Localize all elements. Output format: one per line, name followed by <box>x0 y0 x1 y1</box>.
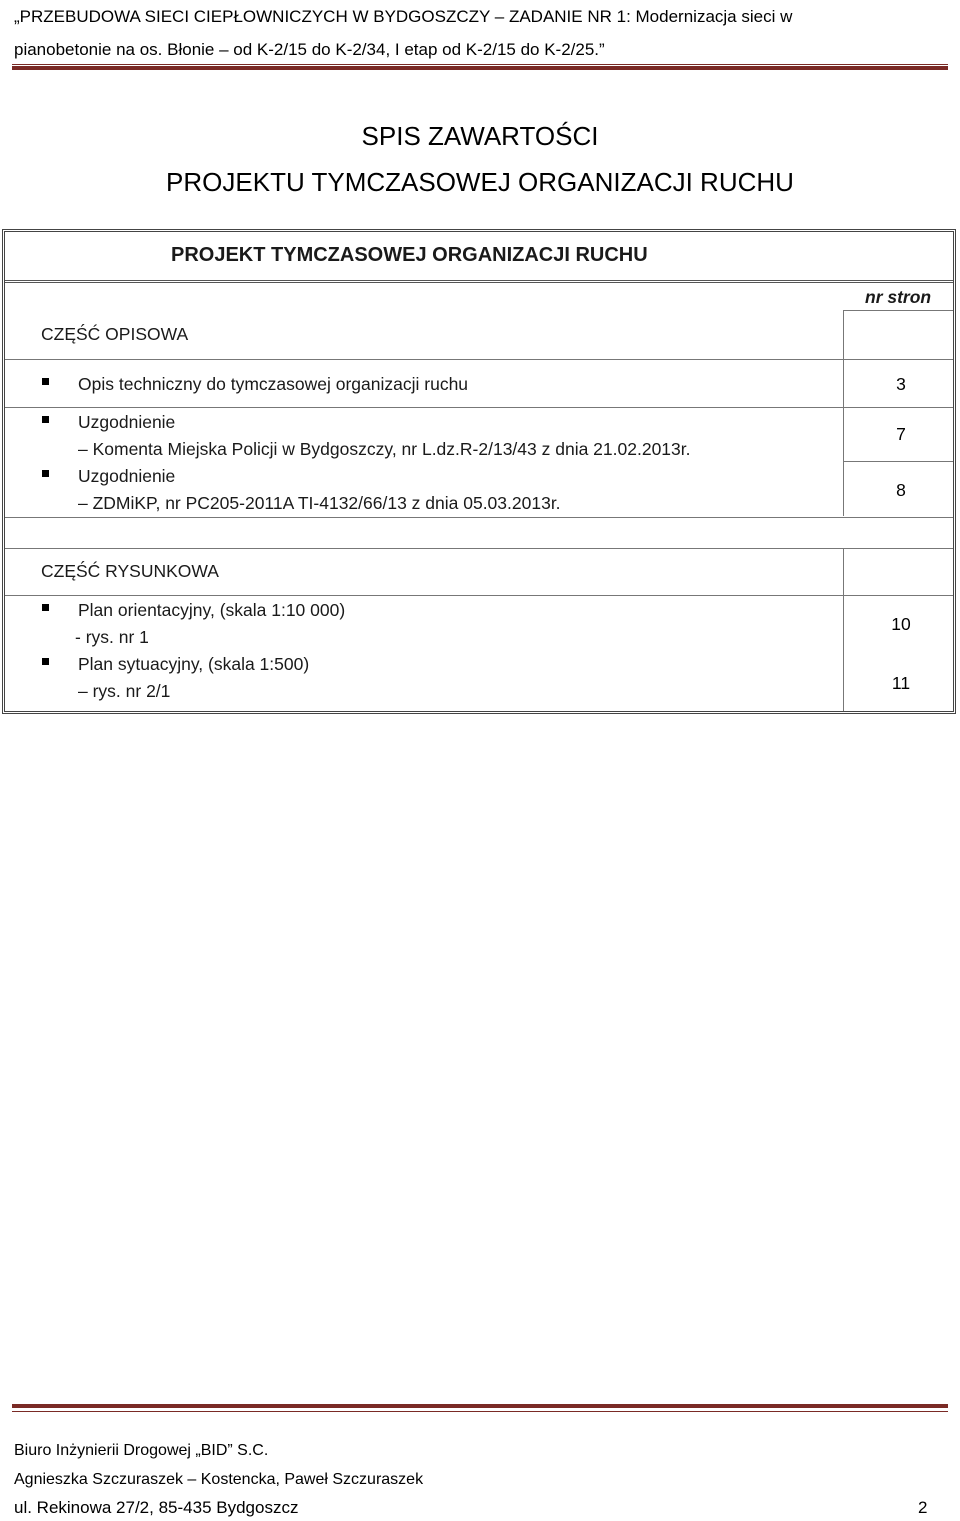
page-title: SPIS ZAWARTOŚCI <box>361 121 599 151</box>
footer-company: Biuro Inżynierii Drogowej „BID” S.C. <box>14 1442 269 1459</box>
section-title-rysunkowa: CZĘŚĆ RYSUNKOWA <box>41 561 219 581</box>
divider <box>5 595 953 596</box>
header-rule-thin <box>12 64 948 65</box>
footer-rule-thick <box>12 1404 948 1408</box>
page-number-cell: 3 <box>896 374 906 394</box>
divider <box>843 461 953 462</box>
page-number-cell: 11 <box>891 673 911 693</box>
table-heading: PROJEKT TYMCZASOWEJ ORGANIZACJI RUCHU <box>171 244 648 266</box>
list-item-uzgodnienie-policja: Uzgodnienie <box>78 412 176 432</box>
section-title-opisowa: CZĘŚĆ OPISOWA <box>41 324 189 344</box>
list-item-opis-techniczny: Opis techniczny do tymczasowej organizacji ruchu <box>78 374 469 394</box>
list-item-plan-orientacyjny-ref: - rys. nr 1 <box>75 627 149 647</box>
page-number: 2 <box>918 1498 928 1517</box>
footer-rule-thin <box>12 1411 948 1412</box>
divider <box>5 359 953 360</box>
divider <box>5 407 953 408</box>
page-subtitle: PROJEKTU TYMCZASOWEJ ORGANIZACJI RUCHU <box>166 167 794 197</box>
bullet-icon <box>42 416 49 423</box>
header-line-2: pianobetonie na os. Błonie – od K-2/15 do K-2/34, I etap od K-2/15 do K-2/25.” <box>14 40 605 59</box>
list-item-uzgodnienie-zdmikp-details: – ZDMiKP, nr PC205-2011A TI-4132/66/13 z dnia 05.03.2013r. <box>78 493 561 513</box>
column-divider <box>843 548 844 711</box>
list-item-plan-orientacyjny: Plan orientacyjny, (skala 1:10 000) <box>78 600 346 620</box>
page-number-cell: 10 <box>891 614 911 634</box>
header-rule-thick <box>12 66 948 70</box>
bullet-icon <box>42 470 49 477</box>
page-number-cell: 7 <box>896 424 906 444</box>
divider <box>5 548 953 549</box>
column-divider <box>843 310 844 360</box>
page-number-cell: 8 <box>896 480 906 500</box>
column-divider <box>843 359 844 516</box>
footer-address: ul. Rekinowa 27/2, 85-435 Bydgoszcz <box>14 1498 299 1517</box>
list-item-plan-sytuacyjny: Plan sytuacyjny, (skala 1:500) <box>78 654 310 674</box>
bullet-icon <box>42 604 49 611</box>
bullet-icon <box>42 658 49 665</box>
divider <box>5 280 953 283</box>
list-item-plan-sytuacyjny-ref: – rys. nr 2/1 <box>78 681 171 701</box>
header-line-1: „PRZEBUDOWA SIECI CIEPŁOWNICZYCH W BYDGOSZCZY – ZADANIE NR 1: Modernizacja sieci w <box>14 7 793 26</box>
pages-column-header: nr stron <box>865 287 932 307</box>
list-item-uzgodnienie-policja-details: – Komenta Miejska Policji w Bydgoszczy, nr L.dz.R-2/13/43 z dnia 21.02.2013r. <box>78 439 691 459</box>
document-header <box>14 0 944 66</box>
bullet-icon <box>42 378 49 385</box>
divider <box>5 517 953 518</box>
footer-authors: Agnieszka Szczuraszek – Kostencka, Paweł Szczuraszek <box>14 1471 424 1488</box>
list-item-uzgodnienie-zdmikp: Uzgodnienie <box>78 466 176 486</box>
contents-table <box>2 229 956 714</box>
